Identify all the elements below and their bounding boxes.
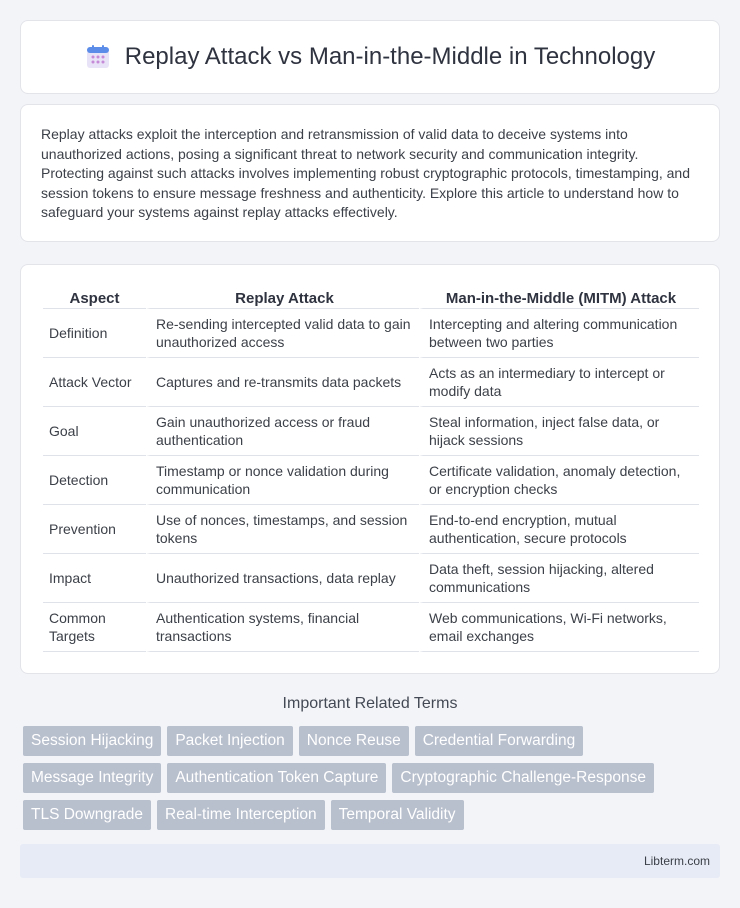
row-replay-cell: Captures and re-transmits data packets (146, 358, 419, 407)
related-term-tag[interactable]: Message Integrity (23, 763, 161, 793)
page-title: Replay Attack vs Man-in-the-Middle in Technology (124, 43, 656, 70)
row-replay-cell: Gain unauthorized access or fraud authentication (146, 407, 419, 456)
related-terms-list (23, 726, 723, 830)
table-row (43, 505, 699, 554)
row-mitm-cell: Data theft, session hijacking, altered communications (419, 554, 699, 603)
header-aspect: Aspect (43, 283, 146, 309)
header-replay-attack: Replay Attack (146, 283, 419, 309)
row-aspect-cell: Impact (43, 554, 146, 603)
comparison-card (20, 264, 720, 674)
related-term-tag[interactable]: Temporal Validity (331, 800, 464, 830)
footer-site-link[interactable]: Libterm.com (643, 854, 710, 868)
row-mitm-cell: Acts as an intermediary to intercept or modify data (419, 358, 699, 407)
comparison-table (43, 283, 699, 652)
row-aspect-cell: Detection (43, 456, 146, 505)
table-row (43, 603, 699, 652)
related-term-tag[interactable]: Session Hijacking (23, 726, 161, 756)
intro-card (20, 104, 720, 242)
related-term-tag[interactable]: Packet Injection (167, 726, 292, 756)
row-replay-cell: Unauthorized transactions, data replay (146, 554, 419, 603)
related-term-tag[interactable]: Cryptographic Challenge-Response (392, 763, 654, 793)
table-header-row (43, 283, 699, 309)
related-term-tag[interactable]: Credential Forwarding (415, 726, 584, 756)
footer (20, 844, 720, 878)
row-aspect-cell: Definition (43, 309, 146, 358)
row-aspect-cell: Attack Vector (43, 358, 146, 407)
row-replay-cell: Use of nonces, timestamps, and session tokens (146, 505, 419, 554)
table-row (43, 456, 699, 505)
row-aspect-cell: Goal (43, 407, 146, 456)
related-term-tag[interactable]: Authentication Token Capture (167, 763, 386, 793)
row-mitm-cell: Steal information, inject false data, or hijack sessions (419, 407, 699, 456)
table-row (43, 554, 699, 603)
row-mitm-cell: Web communications, Wi-Fi networks, email exchanges (419, 603, 699, 652)
row-mitm-cell: End-to-end encryption, mutual authentication, secure protocols (419, 505, 699, 554)
row-aspect-cell: Common Targets (43, 603, 146, 652)
calendar-icon (85, 44, 111, 70)
table-row (43, 358, 699, 407)
row-replay-cell: Authentication systems, financial transactions (146, 603, 419, 652)
related-term-tag[interactable]: TLS Downgrade (23, 800, 151, 830)
header-mitm-attack: Man-in-the-Middle (MITM) Attack (419, 283, 699, 309)
row-mitm-cell: Intercepting and altering communication between two parties (419, 309, 699, 358)
related-term-tag[interactable]: Real-time Interception (157, 800, 325, 830)
intro-paragraph: Replay attacks exploit the interception and retransmission of valid data to deceive systems into unauthorized actions, posing a significant threat to network security and communication integrity. Protecting against such attacks involves implementing robust cryptographic protocols, timestamping, and session tokens to ensure message freshness and authenticity. Explore this article to understand how to safeguard your systems against replay attacks effectively. (41, 126, 690, 221)
table-row (43, 407, 699, 456)
table-row (43, 309, 699, 358)
row-mitm-cell: Certificate validation, anomaly detection, or encryption checks (419, 456, 699, 505)
related-term-tag[interactable]: Nonce Reuse (299, 726, 409, 756)
title-card (20, 20, 720, 94)
row-replay-cell: Timestamp or nonce validation during communication (146, 456, 419, 505)
row-replay-cell: Re-sending intercepted valid data to gain unauthorized access (146, 309, 419, 358)
row-aspect-cell: Prevention (43, 505, 146, 554)
related-terms-title: Important Related Terms (282, 695, 458, 712)
